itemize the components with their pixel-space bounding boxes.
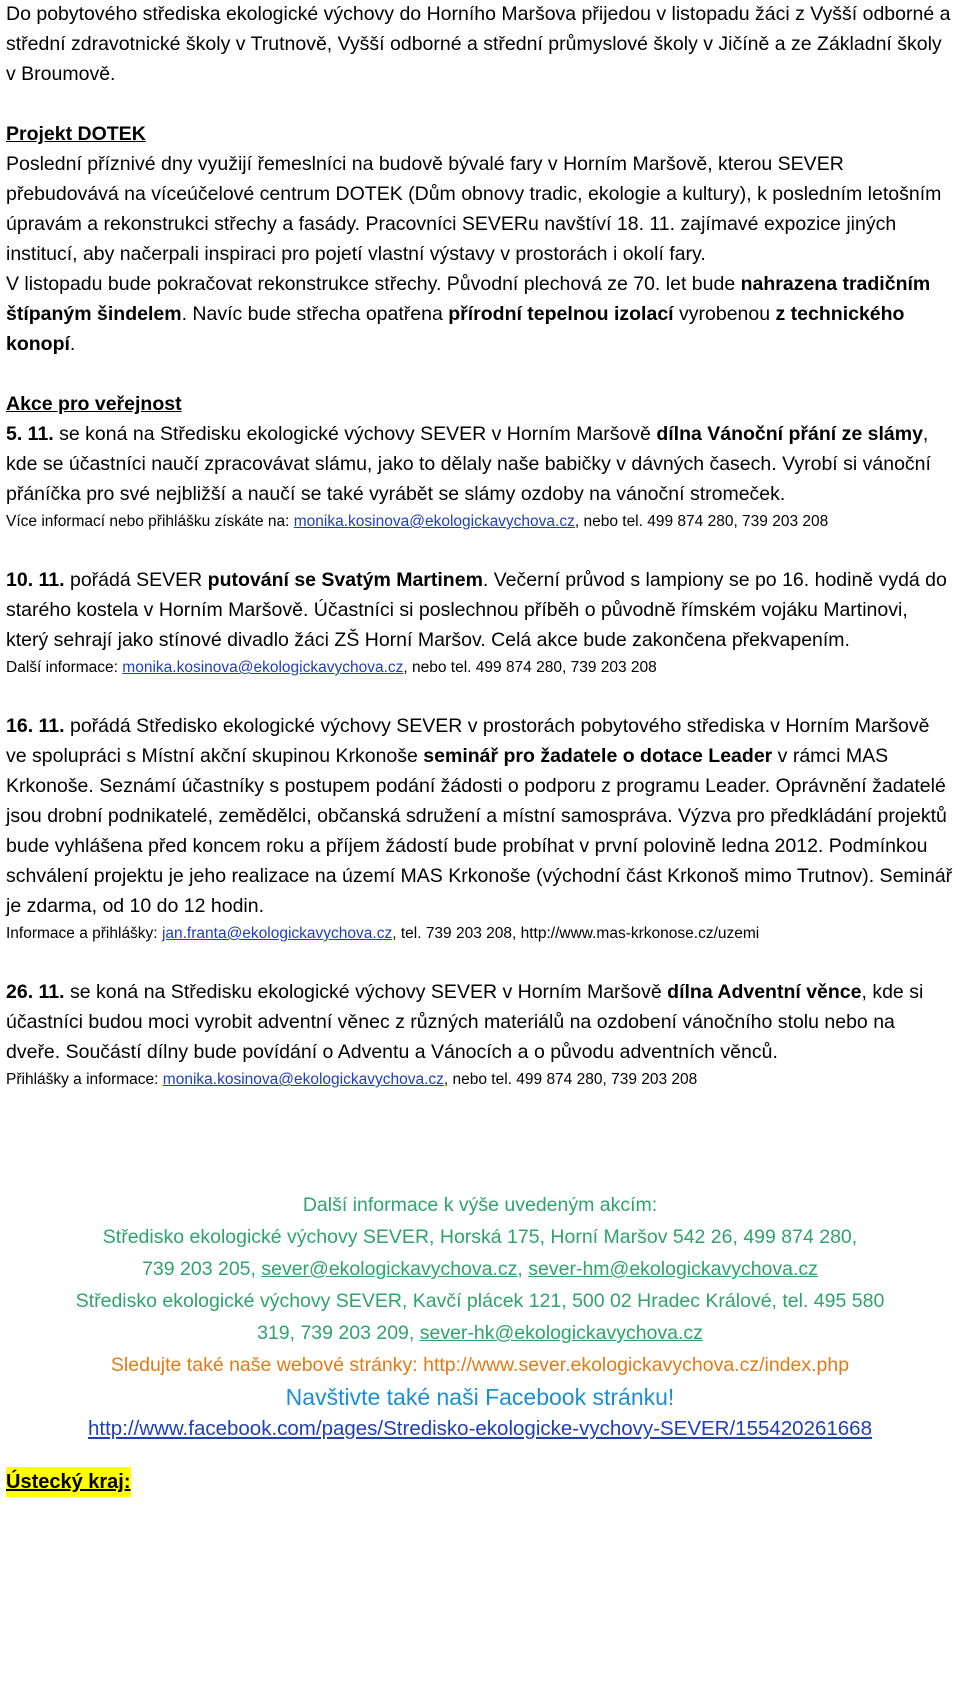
event-2-email-link[interactable]: monika.kosinova@ekologickavychova.cz	[122, 659, 404, 676]
event-2: 10. 11. pořádá SEVER putování se Svatým Martinem. Večerní průvod s lampiony se po 16. hodině vydá do starého kostela v Horním Maršově. Účastníci si poslechnou příběh o původně římském vojáku Martinovi, který sehrají jako stínové divadlo žáci ZŠ Horní Maršov. Celá akce bude zakončena překvapením.	[6, 569, 947, 651]
footer-line-4: Středisko ekologické výchovy SEVER, Kavčí plácek 121, 500 02 Hradec Králové, tel. 495 580	[75, 1290, 885, 1312]
event-3-date: 16. 11.	[6, 715, 65, 737]
contact-footer	[6, 1189, 954, 1445]
event-3-email-link[interactable]: jan.franta@ekologickavychova.cz	[161, 925, 393, 942]
footer-email-sever-hk[interactable]: sever-hk@ekologickavychova.cz	[419, 1322, 703, 1344]
dotek-shingle-text: nahrazena tradičním štípaným šindelem	[6, 273, 931, 325]
akce-heading: Akce pro veřejnost	[6, 393, 182, 415]
event-1-info: Více informací nebo přihlášku získáte na: monika.kosinova@ekologickavychova.cz, nebo tel. 499 874 280, 739 203 208	[6, 513, 829, 530]
dotek-paragraph-1: Poslední příznivé dny využijí řemeslníci na budově bývalé fary v Horním Maršově, kterou SEVER přebudovává na víceúčelové centrum DOTEK (Dům obnovy tradic, ekologie a kultury), k posledním letošním úpravám a rekonstrukci střechy a fasády. Pracovníci SEVERu navštíví 18. 11. zajímavé expozice jiných institucí, aby načerpali inspiraci pro pojetí vlastní výstavy v prostorách i okolí fary.	[6, 153, 942, 265]
event-3-title: seminář pro žadatele o dotace Leader	[423, 745, 773, 767]
event-3-info: Informace a přihlášky: jan.franta@ekologickavychova.cz, tel. 739 203 208, http://www.mas-krkonose.cz/uzemi	[6, 925, 760, 942]
footer-website-line: Sledujte také naše webové stránky: http://www.sever.ekologickavychova.cz/index.php	[110, 1354, 850, 1376]
dotek-hemp-text: z technického konopí	[6, 303, 905, 355]
event-4-title: dílna Adventní věnce	[667, 981, 862, 1003]
intro-paragraph: Do pobytového střediska ekologické výchovy do Horního Maršova přijedou v listopadu žáci z Vyšší odborné a střední zdravotnické školy v Trutnově, Vyšší odborné a střední průmyslové školy v Jičíně a ze Základní školy v Broumově.	[6, 3, 951, 85]
event-1-email-link[interactable]: monika.kosinova@ekologickavychova.cz	[293, 513, 575, 530]
kraj-heading: Ústecký kraj:	[6, 1467, 131, 1497]
footer-line-5: 319, 739 203 209, sever-hk@ekologickavychova.cz	[257, 1322, 703, 1344]
footer-facebook-line: Navštivte také naši Facebook stránku!	[285, 1384, 675, 1410]
event-1-title: dílna Vánoční přání ze slámy	[656, 423, 923, 445]
facebook-link[interactable]: http://www.facebook.com/pages/Stredisko-ekologicke-vychovy-SEVER/155420261668	[88, 1417, 872, 1440]
footer-email-sever[interactable]: sever@ekologickavychova.cz	[261, 1258, 518, 1280]
event-4-email-link[interactable]: monika.kosinova@ekologickavychova.cz	[162, 1071, 444, 1088]
event-3: 16. 11. pořádá Středisko ekologické výchovy SEVER v prostorách pobytového střediska v Horním Maršově ve spolupráci s Místní akční skupinou Krkonoše seminář pro žadatele o dotace Leader v rámci MAS Krkonoše. Seznámí účastníky s postupem podání žádosti o podporu z programu Leader. Oprávnění žadatelé jsou drobní podnikatelé, zemědělci, občanská sdružení a místní samospráva. Výzva pro předkládání projektů bude vyhlášena před koncem roku a příjem žádostí bude probíhat v první polovině ledna 2012. Podmínkou schválení projektu je jeho realizace na území MAS Krkonoše (východní část Krkonoš mimo Trutnov). Seminář je zdarma, od 10 do 12 hodin.	[6, 715, 953, 917]
event-4-info: Přihlášky a informace: monika.kosinova@ekologickavychova.cz, nebo tel. 499 874 280, 739 203 208	[6, 1071, 698, 1088]
event-1: 5. 11. se koná na Středisku ekologické výchovy SEVER v Horním Maršově dílna Vánoční přání ze slámy, kde se účastníci naučí zpracovávat slámu, jako to dělaly naše babičky v dávných časech. Vyrobí si vánoční přáníčka pro své nejbližší a naučí se také vyrábět se slámy ozdoby na vánoční stromeček.	[6, 423, 931, 505]
event-2-title: putování se Svatým Martinem	[207, 569, 483, 591]
footer-line-2: Středisko ekologické výchovy SEVER, Horská 175, Horní Maršov 542 26, 499 874 280,	[102, 1226, 858, 1248]
footer-line-3: 739 203 205, sever@ekologickavychova.cz, sever-hm@ekologickavychova.cz	[142, 1258, 818, 1280]
dotek-paragraph-2: V listopadu bude pokračovat rekonstrukce střechy. Původní plechová ze 70. let bude nahrazena tradičním štípaným šindelem. Navíc bude střecha opatřena přírodní tepelnou izolací vyrobenou z technického konopí.	[6, 273, 931, 355]
event-4: 26. 11. se koná na Středisku ekologické výchovy SEVER v Horním Maršově dílna Adventní věnce, kde si účastníci budou moci vyrobit adventní věnec z různých materiálů na ozdobení vánočního stolu nebo na dveře. Součástí dílny bude povídání o Adventu a Vánocích a o původu adventních věnců.	[6, 981, 924, 1063]
event-2-date: 10. 11.	[6, 569, 65, 591]
event-2-info: Další informace: monika.kosinova@ekologickavychova.cz, nebo tel. 499 874 280, 739 203 208	[6, 659, 657, 676]
event-4-date: 26. 11.	[6, 981, 65, 1003]
footer-email-sever-hm[interactable]: sever-hm@ekologickavychova.cz	[528, 1258, 818, 1280]
dotek-insulation-text: přírodní tepelnou izolací	[448, 303, 674, 325]
footer-line-1: Další informace k výše uvedeným akcím:	[302, 1194, 658, 1216]
dotek-heading: Projekt DOTEK	[6, 123, 146, 145]
event-1-date: 5. 11.	[6, 423, 54, 445]
